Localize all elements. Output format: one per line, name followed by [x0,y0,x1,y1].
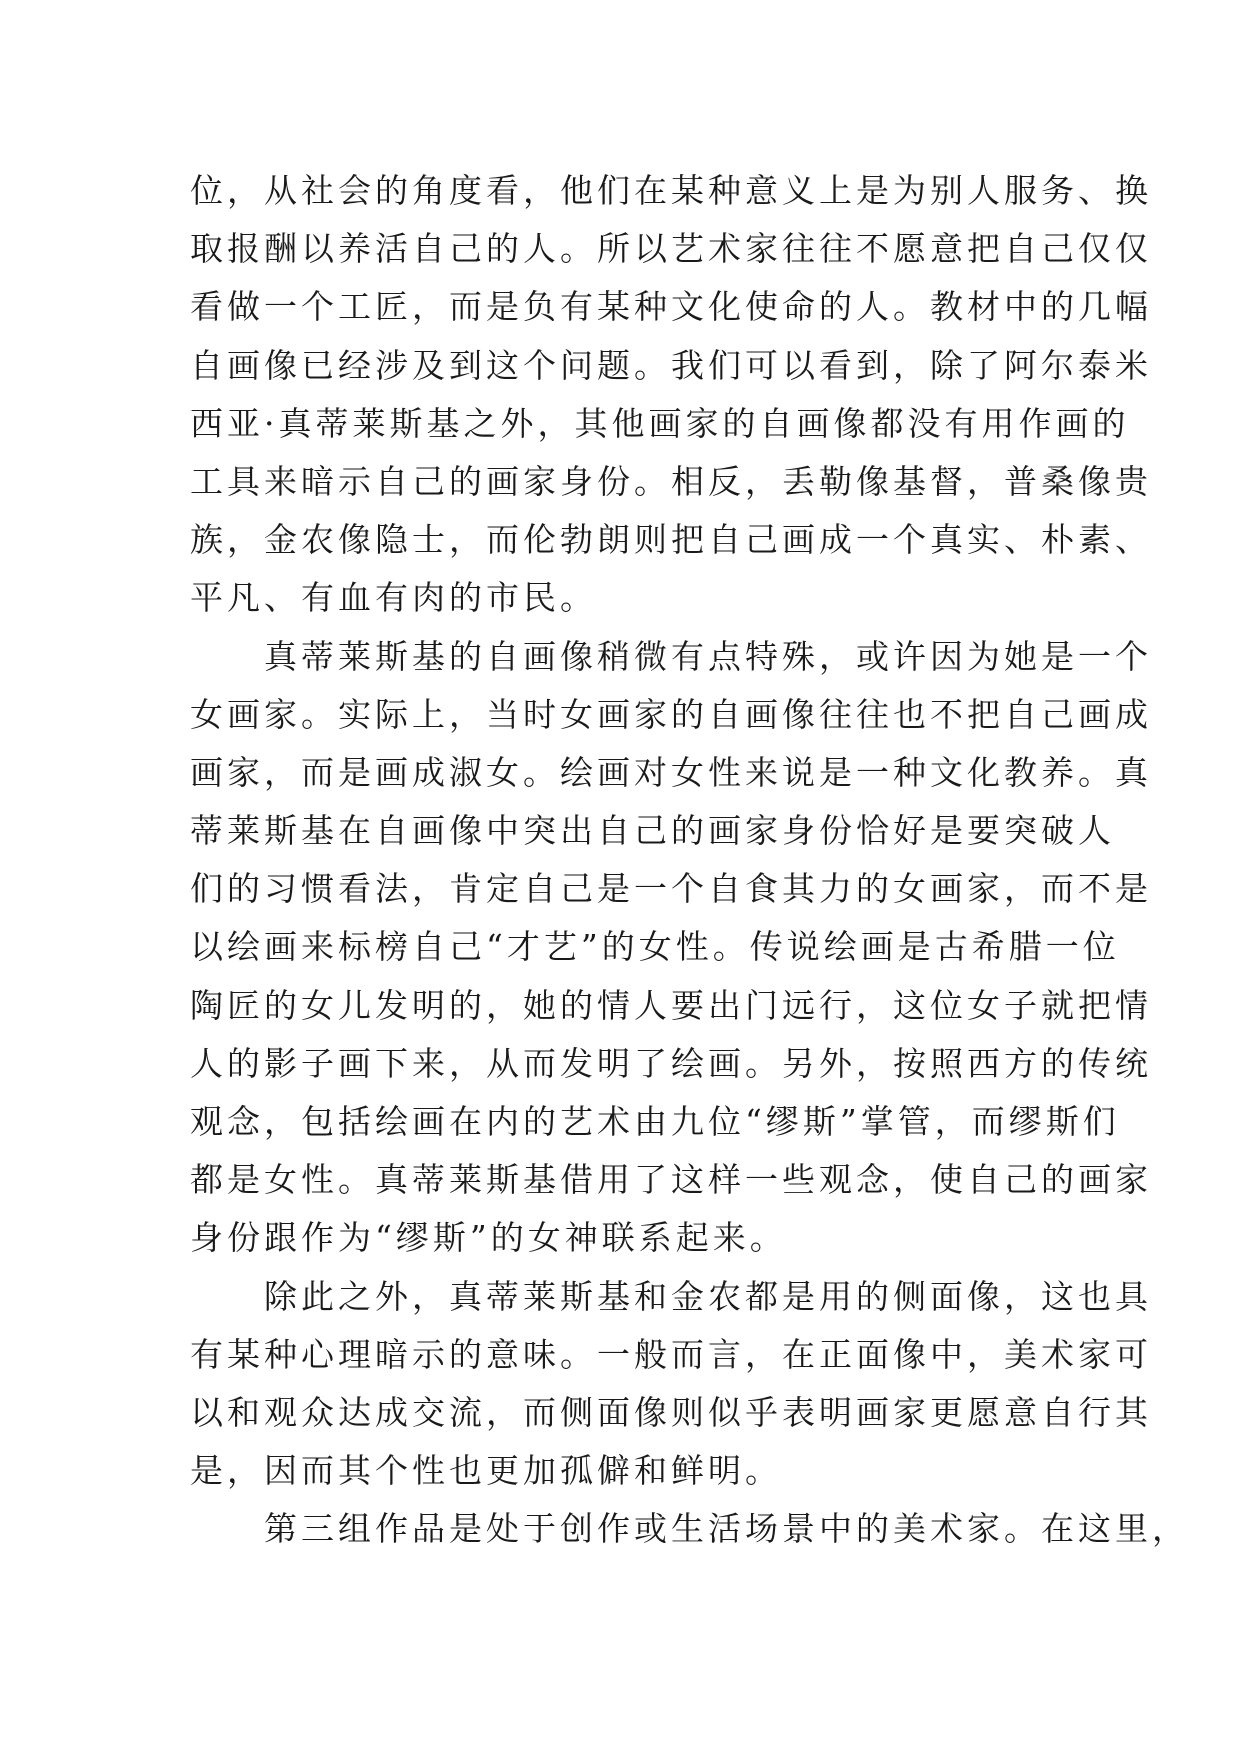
text-line: 自画像已经涉及到这个问题。我们可以看到，除了阿尔泰米 [190,345,1152,385]
text-line: 是，因而其个性也更加孤僻和鲜明。 [190,1451,782,1491]
text-line: 真蒂莱斯基的自画像稍微有点特殊，或许因为她是一个 [190,636,1152,676]
text-line: 有某种心理暗示的意味。一般而言，在正面像中，美术家可 [190,1334,1152,1374]
text-line: 工具来暗示自己的画家身份。相反，丢勒像基督，普桑像贵 [190,461,1152,501]
text-line: 陶匠的女儿发明的，她的情人要出门远行，这位女子就把情 [190,985,1152,1025]
text-line: 人的影子画下来，从而发明了绘画。另外，按照西方的传统 [190,1043,1152,1083]
text-line: 第三组作品是处于创作或生活场景中的美术家。在这里， [190,1509,1189,1549]
text-line: 位，从社会的角度看，他们在某种意义上是为别人服务、换 [190,171,1152,210]
text-line: 都是女性。真蒂莱斯基借用了这样一些观念，使自己的画家 [190,1160,1152,1200]
text-line: 取报酬以养活自己的人。所以艺术家往往不愿意把自己仅仅 [190,229,1152,269]
text-line: 看做一个工匠，而是负有某种文化使命的人。教材中的几幅 [190,287,1152,327]
text-line: 以和观众达成交流，而侧面像则似乎表明画家更愿意自行其 [190,1392,1152,1432]
text-line: 观念，包括绘画在内的艺术由九位“缪斯”掌管，而缪斯们 [190,1102,1120,1141]
text-line: 画家，而是画成淑女。绘画对女性来说是一种文化教养。真 [190,752,1152,792]
text-line: 女画家。实际上，当时女画家的自画像往往也不把自己画成 [190,694,1152,734]
text-line: 平凡、有血有肉的市民。 [190,578,597,618]
body-text [190,162,1189,1559]
text-line: 身份跟作为“缪斯”的女神联系起来。 [190,1218,787,1258]
text-line: 蒂莱斯基在自画像中突出自己的画家身份恰好是要突破人 [190,811,1115,851]
text-line: 以绘画来标榜自己“才艺”的女性。传说绘画是古希腊一位 [190,927,1120,967]
text-line: 除此之外，真蒂莱斯基和金农都是用的侧面像，这也具 [190,1276,1152,1316]
text-line: 西亚·真蒂莱斯基之外，其他画家的自画像都没有用作画的 [190,403,1130,443]
text-line: 们的习惯看法，肯定自己是一个自食其力的女画家，而不是 [190,869,1152,909]
text-line: 族，金农像隐士，而伦勃朗则把自己画成一个真实、朴素、 [190,520,1152,560]
